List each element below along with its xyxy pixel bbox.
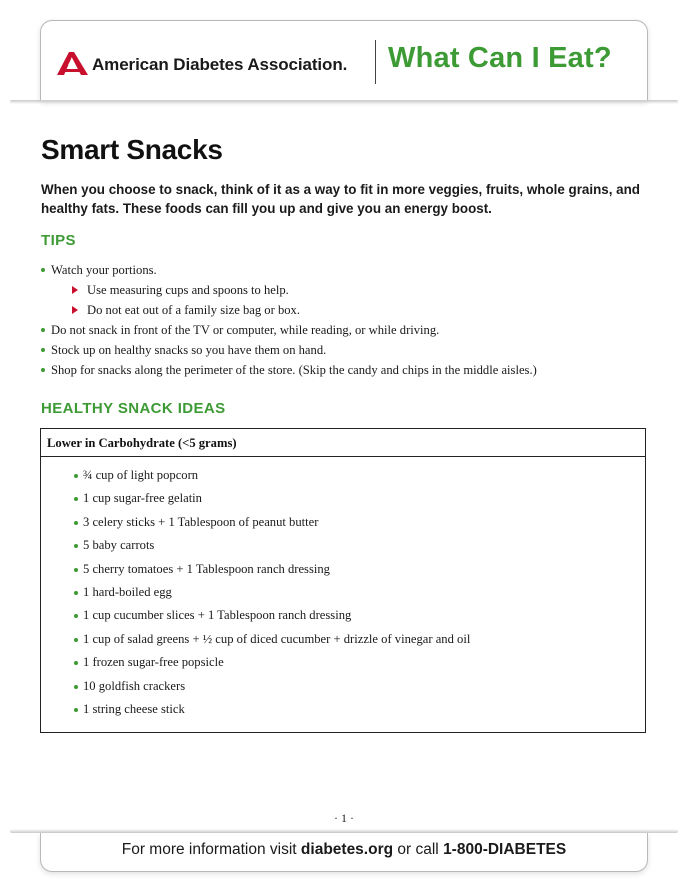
tip-text: Shop for snacks along the perimeter of the store. (Skip the candy and chips in the middle aisles.) — [51, 363, 537, 377]
tips-list — [41, 260, 661, 380]
snack-text: 1 cup of salad greens + ½ cup of diced cucumber + drizzle of vinegar and oil — [83, 631, 471, 646]
snack-item — [41, 604, 645, 627]
footer-phone[interactable]: 1-800-DIABETES — [443, 841, 567, 858]
header-title: What Can I Eat? — [388, 42, 612, 74]
snack-ideas-heading: HEALTHY SNACK IDEAS — [41, 400, 226, 417]
tip-item — [41, 340, 661, 360]
tip-text: Watch your portions. — [51, 263, 157, 277]
bullet-icon — [41, 328, 45, 332]
page-title: Smart Snacks — [41, 134, 223, 165]
tip-text: Do not snack in front of the TV or computer, while reading, or while driving. — [51, 323, 440, 337]
snack-item — [41, 534, 645, 557]
snack-list — [41, 464, 645, 721]
snack-text: 1 frozen sugar-free popsicle — [83, 655, 224, 670]
snack-text: 1 cup cucumber slices + 1 Tablespoon ranch dressing — [83, 608, 352, 623]
footer-website-link[interactable]: diabetes.org — [300, 841, 394, 858]
tip-text: Stock up on healthy snacks so you have them on hand. — [51, 343, 327, 357]
snack-text: 5 cherry tomatoes + 1 Tablespoon ranch dressing — [83, 561, 330, 576]
tip-subitem — [41, 300, 661, 320]
tip-subitem — [41, 280, 661, 300]
bullet-icon — [74, 614, 78, 618]
snack-text: 1 hard-boiled egg — [83, 584, 172, 599]
bullet-icon — [74, 591, 78, 595]
snack-item — [41, 581, 645, 604]
tip-item — [41, 260, 661, 280]
snack-text: 1 string cheese stick — [83, 701, 185, 716]
snack-table — [40, 428, 646, 733]
bullet-icon — [41, 268, 45, 272]
bullet-icon — [74, 661, 78, 665]
bullet-icon — [74, 521, 78, 525]
bullet-icon — [41, 348, 45, 352]
snack-item — [41, 464, 645, 487]
tip-text: Do not eat out of a family size bag or box. — [87, 303, 300, 317]
bullet-icon — [74, 474, 78, 478]
snack-text: 3 celery sticks + 1 Tablespoon of peanut butter — [83, 514, 319, 529]
intro-paragraph: When you choose to snack, think of it as a way to fit in more veggies, fruits, whole grains, and healthy fats. These foods can fill you up and give you an energy boost. — [41, 182, 640, 216]
snack-text: 1 cup sugar-free gelatin — [83, 491, 202, 506]
tips-heading: TIPS — [41, 232, 76, 249]
bullet-icon — [74, 638, 78, 642]
snack-item — [41, 651, 645, 674]
snack-text: 10 goldfish crackers — [83, 678, 186, 693]
bullet-icon — [74, 685, 78, 689]
bullet-icon — [41, 368, 45, 372]
organization-name: American Diabetes Association. — [92, 55, 348, 74]
page-number: · 1 · — [334, 811, 354, 825]
tip-item — [41, 320, 661, 340]
snack-item — [41, 487, 645, 510]
footer-contact — [0, 841, 688, 859]
snack-table-header: Lower in Carbohydrate (<5 grams) — [41, 429, 645, 457]
snack-item — [41, 558, 645, 581]
arrow-bullet-icon — [72, 286, 78, 294]
snack-item — [41, 675, 645, 698]
footer-middle: or call — [393, 841, 444, 858]
header-divider — [375, 40, 376, 84]
snack-item — [41, 698, 645, 721]
arrow-bullet-icon — [72, 306, 78, 314]
snack-text: ¾ cup of light popcorn — [83, 468, 199, 482]
bullet-icon — [74, 708, 78, 712]
snack-text: 5 baby carrots — [83, 538, 155, 553]
tip-item — [41, 360, 661, 380]
header-shadow — [10, 100, 678, 104]
bullet-icon — [74, 544, 78, 548]
snack-item — [41, 628, 645, 651]
bullet-icon — [74, 568, 78, 572]
footer-prefix: For more information visit — [121, 841, 301, 858]
ada-logo-icon — [55, 48, 91, 76]
tip-text: Use measuring cups and spoons to help. — [87, 283, 289, 297]
snack-item — [41, 511, 645, 534]
bullet-icon — [74, 497, 78, 501]
